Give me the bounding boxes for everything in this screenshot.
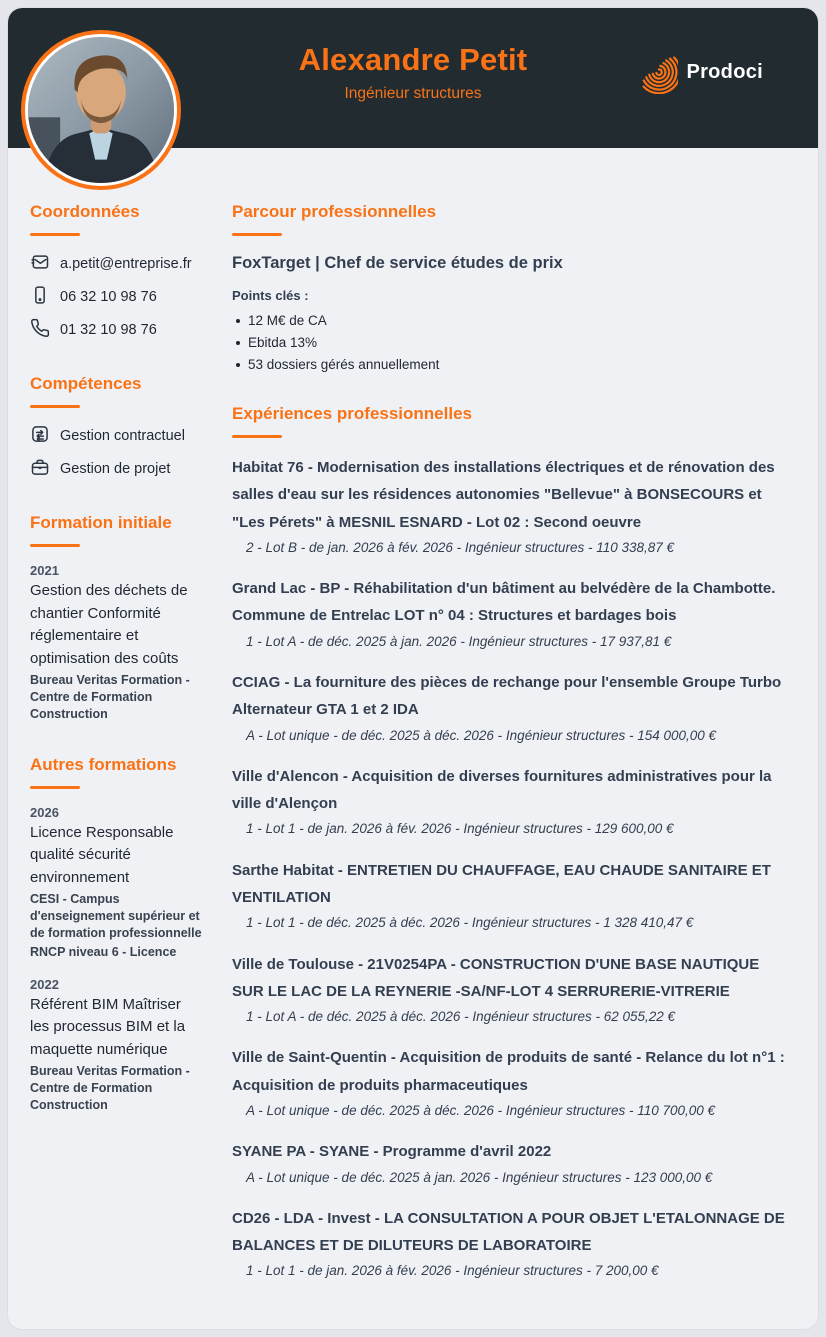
parcours-heading: Parcour professionnelles: [232, 202, 437, 221]
education-title: Licence Responsable qualité sécurité environnement: [30, 823, 174, 886]
contact-email: [30, 252, 204, 276]
experience-title: SYANE PA - SYANE - Programme d'avril 2022: [232, 1143, 552, 1161]
profile-photo: [25, 34, 177, 186]
content: [8, 148, 818, 1329]
skill-item: [30, 457, 204, 481]
phone-icon: [30, 318, 50, 342]
brand-logo: [634, 50, 763, 94]
experience-entry: [232, 669, 794, 746]
education-title: Référent BIM Maîtriser les processus BIM et la maquette numérique: [30, 995, 186, 1058]
experience-detail: 1 - Lot 1 - de déc. 2025 à déc. 2026 - Ingénieur structures - 1 328 410,47 €: [246, 915, 694, 931]
skill-text: Gestion de projet: [60, 461, 171, 477]
experience-detail: 2 - Lot B - de jan. 2026 à fév. 2026 - Ingénieur structures - 110 338,87 €: [246, 539, 675, 555]
experience-title: Ville d'Alencon - Acquisition de diverses fournitures administratives pour la ville d'Alençon: [232, 767, 772, 813]
key-points-list: [232, 310, 794, 376]
autres-formations-heading: Autres formations: [30, 754, 177, 774]
education-org: Bureau Veritas Formation - Centre de Formation Construction: [30, 1064, 190, 1112]
key-point: 53 dossiers gérés annuellement: [232, 354, 794, 376]
experience-detail: 1 - Lot A - de déc. 2025 à jan. 2026 - Ingénieur structures - 17 937,81 €: [246, 633, 672, 649]
heading-underline: [232, 233, 282, 236]
contact-email-text: a.petit@entreprise.fr: [60, 256, 192, 272]
heading-underline: [30, 786, 80, 789]
contact-phone-text: 01 32 10 98 76: [60, 322, 157, 338]
cv-page: [8, 8, 818, 1329]
contract-icon: [30, 424, 50, 448]
heading-underline: [232, 435, 282, 438]
heading-underline: [30, 233, 80, 236]
skill-list: [30, 424, 204, 481]
education-year: 2021: [30, 563, 59, 578]
experience-title: Sarthe Habitat - ENTRETIEN DU CHAUFFAGE, EAU CHAUDE SANITAIRE ET VENTILATION: [232, 861, 771, 906]
education-entry: [30, 977, 204, 1114]
experience-entry: [232, 763, 794, 840]
sidebar: [22, 148, 212, 1299]
key-point: 12 M€ de CA: [232, 310, 794, 332]
section-experiences: [232, 404, 794, 1282]
section-formation-initiale: [30, 513, 204, 723]
person-name: Alexandre Petit: [298, 42, 528, 77]
experience-detail: 1 - Lot A - de déc. 2025 à déc. 2026 - Ingénieur structures - 62 055,22 €: [246, 1009, 676, 1025]
key-point: Ebitda 13%: [232, 332, 794, 354]
experience-detail: A - Lot unique - de déc. 2025 à déc. 2026 - Ingénieur structures - 110 700,00 €: [246, 1102, 716, 1118]
coordonnees-heading: Coordonnées: [30, 202, 140, 221]
experience-detail: 1 - Lot 1 - de jan. 2026 à fév. 2026 - Ingénieur structures - 129 600,00 €: [246, 821, 674, 837]
section-parcours: [232, 202, 794, 376]
education-diploma: RNCP niveau 6 - Licence: [30, 944, 177, 959]
main-column: [212, 148, 804, 1299]
avatar-illustration: [28, 37, 174, 183]
mobile-phone-icon: [30, 285, 50, 309]
experience-entry: [232, 1138, 794, 1188]
education-entry: [30, 563, 204, 723]
brand-name: Prodoci: [686, 60, 763, 83]
briefcase-icon: [30, 457, 50, 481]
section-competences: [30, 374, 204, 481]
education-entry: [30, 805, 204, 961]
formation-initiale-heading: Formation initiale: [30, 513, 172, 532]
experience-entry: [232, 1205, 794, 1282]
contact-mobile-text: 06 32 10 98 76: [60, 289, 157, 305]
prodoci-fingerprint-icon: [634, 50, 678, 94]
experiences-heading: Expériences professionnelles: [232, 404, 472, 423]
education-org: CESI - Campus d'enseignement supérieur et de formation professionnelle: [30, 892, 202, 940]
experience-detail: A - Lot unique - de déc. 2025 à déc. 2026 - Ingénieur structures - 154 000,00 €: [246, 727, 717, 743]
contact-list: [30, 252, 204, 342]
experience-detail: A - Lot unique - de déc. 2025 à jan. 2026 - Ingénieur structures - 123 000,00 €: [246, 1169, 713, 1185]
education-title: Gestion des déchets de chantier Conformité réglementaire et optimisation des coûts: [30, 582, 188, 667]
experience-title: CCIAG - La fourniture des pièces de rechange pour l'ensemble Groupe Turbo Alternateur GTA 1 et 2 IDA: [232, 673, 782, 719]
education-year: 2026: [30, 804, 59, 820]
heading-underline: [30, 405, 80, 408]
experience-entry: [232, 1044, 794, 1121]
contact-mobile: [30, 285, 204, 309]
experience-title: CD26 - LDA - Invest - LA CONSULTATION A POUR OBJET L'ETALONNAGE DE BALANCES ET DE DILUTEURS DE LABORATOIRE: [232, 1209, 785, 1255]
section-autres-formations: [30, 755, 204, 1114]
skill-text: Gestion contractuel: [60, 428, 185, 444]
experience-entry: [232, 951, 794, 1028]
points-label: Points clés :: [232, 288, 309, 303]
experience-title: Ville de Toulouse - 21V0254PA - CONSTRUCTION D'UNE BASE NAUTIQUE SUR LE LAC DE LA REYNERIE -SA/NF-LOT 4 SERRURERIE-VITRERIE: [232, 955, 760, 1000]
header: [8, 8, 818, 148]
heading-underline: [30, 544, 80, 547]
experience-title: Ville de Saint-Quentin - Acquisition de produits de santé - Relance du lot n°1 : Acquisition de produits pharmaceutiques: [232, 1049, 785, 1094]
person-job-title: Ingénieur structures: [344, 85, 482, 102]
mail-icon: [30, 252, 50, 276]
section-coordonnees: [30, 202, 204, 342]
competences-heading: Compétences: [30, 374, 142, 393]
skill-item: [30, 424, 204, 448]
contact-phone: [30, 318, 204, 342]
education-org: Bureau Veritas Formation - Centre de Formation Construction: [30, 673, 190, 721]
experience-title: Habitat 76 - Modernisation des installations électriques et de rénovation des salles d'eau sur les résidences autonomies "Bellevue" à BONSECOURS et "Les Pérets" à MESNIL ESNARD - Lot 02 : Second oeuvre: [232, 459, 775, 531]
experience-detail: 1 - Lot 1 - de jan. 2026 à fév. 2026 - Ingénieur structures - 7 200,00 €: [246, 1263, 659, 1279]
experience-entry: [232, 857, 794, 934]
education-year: 2022: [30, 976, 59, 992]
company-role: FoxTarget | Chef de service études de prix: [232, 254, 563, 272]
experience-entry: [232, 454, 794, 558]
experience-title: Grand Lac - BP - Réhabilitation d'un bâtiment au belvédère de la Chambotte. Commune de Entrelac LOT n° 04 : Structures et bardages bois: [232, 580, 776, 625]
experience-entry: [232, 575, 794, 652]
